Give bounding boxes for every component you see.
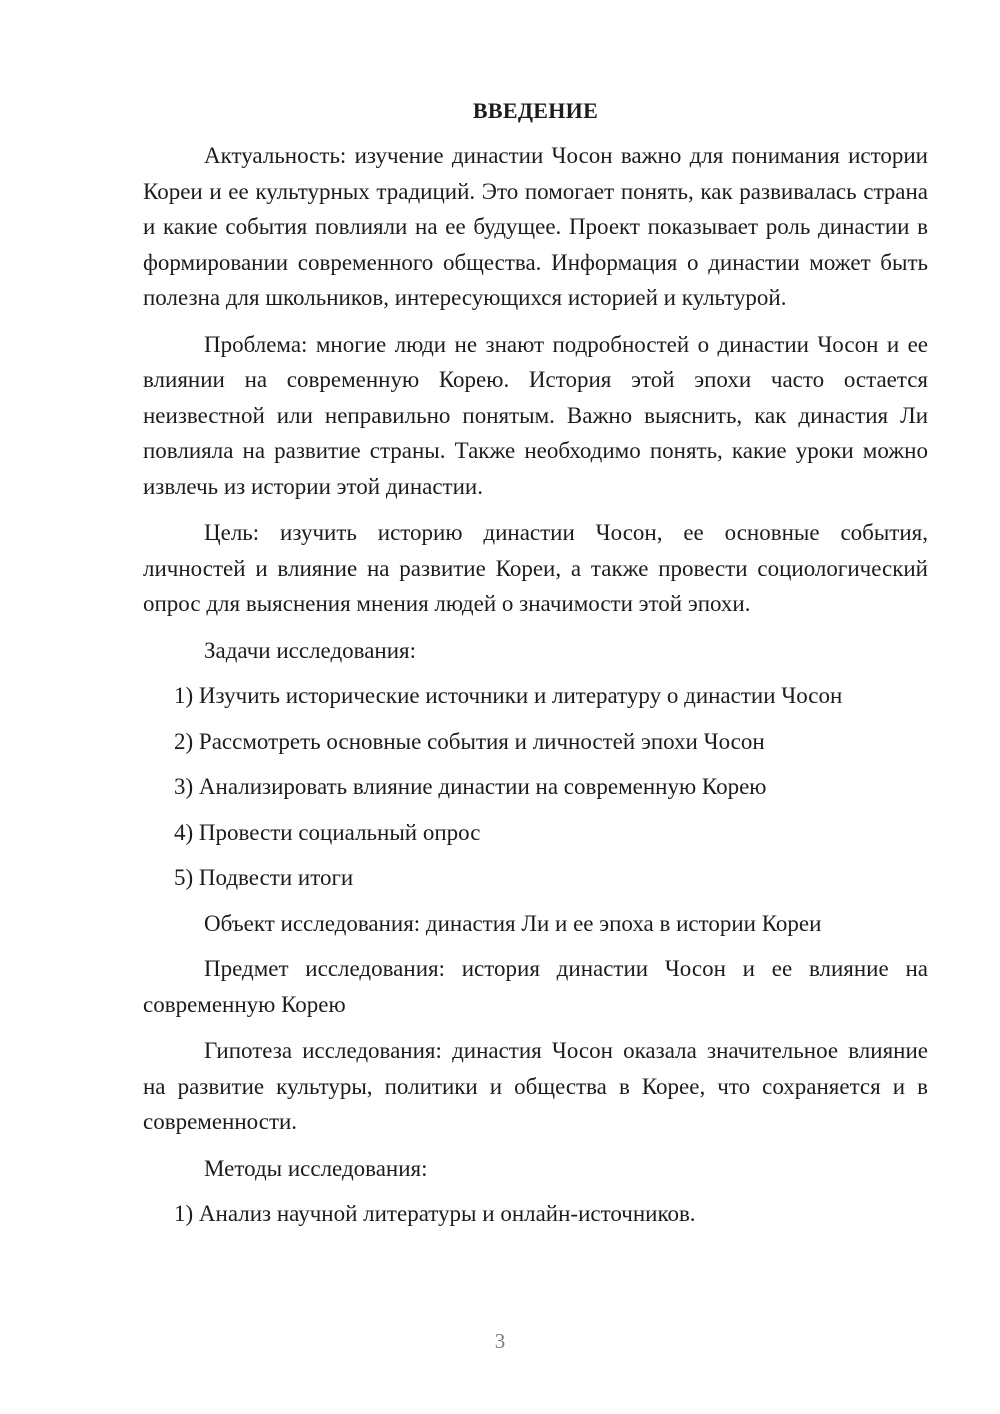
task-item-3: 3) Анализировать влияние династии на современную Корею: [174, 774, 767, 799]
task-item-4: 4) Провести социальный опрос: [174, 819, 481, 845]
method-item-1: 1) Анализ научной литературы и онлайн-источников.: [174, 1201, 696, 1226]
object-line: Объект исследования: династия Ли и ее эпоха в истории Кореи: [204, 910, 822, 936]
task-item-5: 5) Подвести итоги: [174, 865, 354, 890]
page-content: [143, 96, 928, 1242]
methods-title: Методы исследования:: [204, 1155, 428, 1181]
section-heading: ВВЕДЕНИЕ: [472, 98, 599, 123]
page-number: 3: [494, 1329, 506, 1353]
tasks-list: [143, 678, 928, 896]
problem-paragraph: Проблема: многие люди не знают подробностей о династии Чосон и ее влиянии на современную Корею. История этой эпохи часто остается неизвестной или неправильно понятым. Важно выяснить, как династия Ли повлияла на развитие страны. Также необходимо понять, какие уроки можно извлечь из истории этой династии.: [143, 331, 928, 499]
goal-paragraph: Цель: изучить историю династии Чосон, ее основные события, личностей и влияние на развитие Кореи, а также провести социологический опрос для выяснения мнения людей о значимости этой эпохи.: [143, 520, 928, 616]
task-item-1: 1) Изучить исторические источники и литературу о династии Чосон: [174, 683, 843, 708]
hypothesis-paragraph: Гипотеза исследования: династия Чосон оказала значительное влияние на развитие культуры, политики и общества в Корее, что сохраняется и в современности.: [143, 1038, 928, 1134]
tasks-title: Задачи исследования:: [204, 637, 417, 663]
subject-paragraph: Предмет исследования: история династии Чосон и ее влияние на современную Корею: [143, 956, 928, 1017]
task-item-2: 2) Рассмотреть основные события и личностей эпохи Чосон: [174, 728, 765, 754]
methods-list: [143, 1196, 928, 1232]
relevance-paragraph: Актуальность: изучение династии Чосон важно для понимания истории Кореи и ее культурных традиций. Это помогает понять, как развивалась страна и какие события повлияли на ее будущее. Проект показывает роль династии в формировании современного общества. Информация о династии может быть полезна для школьников, интересующихся историей и культурой.: [143, 143, 928, 310]
